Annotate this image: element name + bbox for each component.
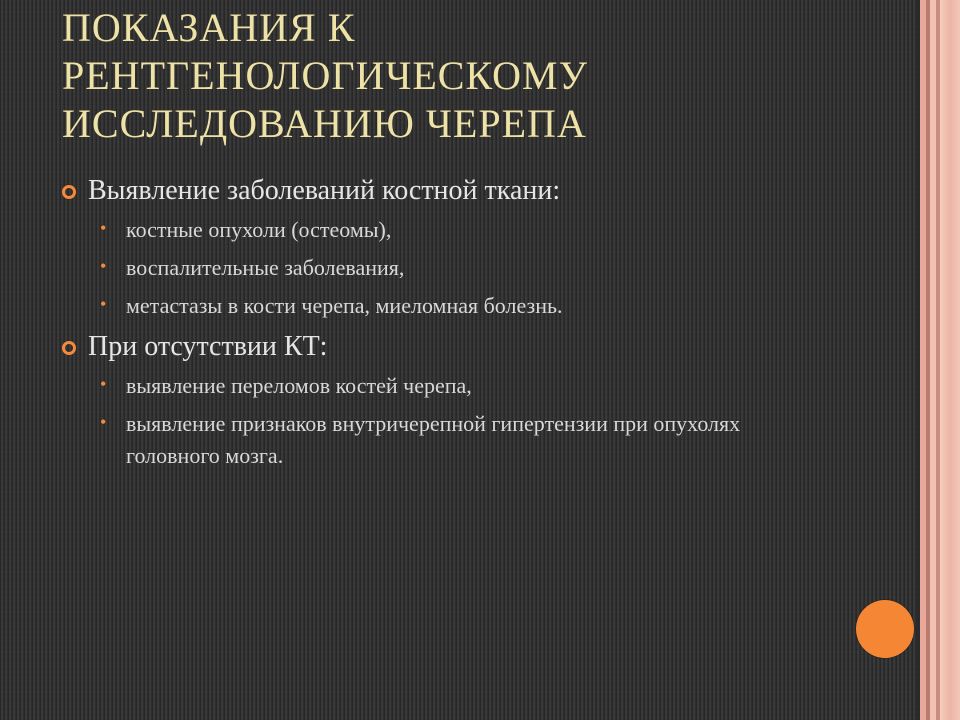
- list-item-text: выявление переломов костей черепа,: [126, 373, 472, 398]
- dot-bullet-icon: •: [100, 294, 107, 314]
- list-item: [60, 252, 900, 284]
- section-heading-bone-diseases: [60, 172, 900, 210]
- section-heading-text: При отсутствии КТ:: [88, 331, 328, 362]
- list-item: [60, 370, 900, 402]
- slide-content: [60, 172, 900, 478]
- ring-bullet-icon: [62, 341, 76, 355]
- title-line-2: РЕНТГЕНОЛОГИЧЕСКОМУ: [62, 53, 588, 98]
- list-item-text: костные опухоли (остеомы),: [126, 217, 392, 242]
- ring-bullet-icon: [62, 185, 76, 199]
- edge-stripe: [940, 0, 960, 720]
- list-item-text: воспалительные заболевания,: [126, 255, 405, 280]
- dot-bullet-icon: •: [100, 218, 107, 238]
- list-item-text: выявление признаков внутричерепной гипертензии при опухолях головного мозга.: [126, 411, 741, 468]
- dot-bullet-icon: •: [100, 374, 107, 394]
- dot-bullet-icon: •: [100, 256, 107, 276]
- title-line-1: ПОКАЗАНИЯ К: [62, 5, 356, 50]
- list-item: [60, 214, 900, 246]
- title-line-3: ИССЛЕДОВАНИЮ ЧЕРЕПА: [62, 101, 587, 146]
- slide-title: [62, 4, 902, 148]
- list-item: [60, 290, 900, 322]
- section-heading-text: Выявление заболеваний костной ткани:: [88, 175, 561, 206]
- list-item-text: метастазы в кости черепа, миеломная болезнь.: [126, 293, 563, 318]
- section-heading-no-ct: [60, 328, 900, 366]
- list-item: [60, 408, 806, 472]
- dot-bullet-icon: •: [100, 412, 107, 432]
- orange-circle-decoration: [856, 600, 914, 658]
